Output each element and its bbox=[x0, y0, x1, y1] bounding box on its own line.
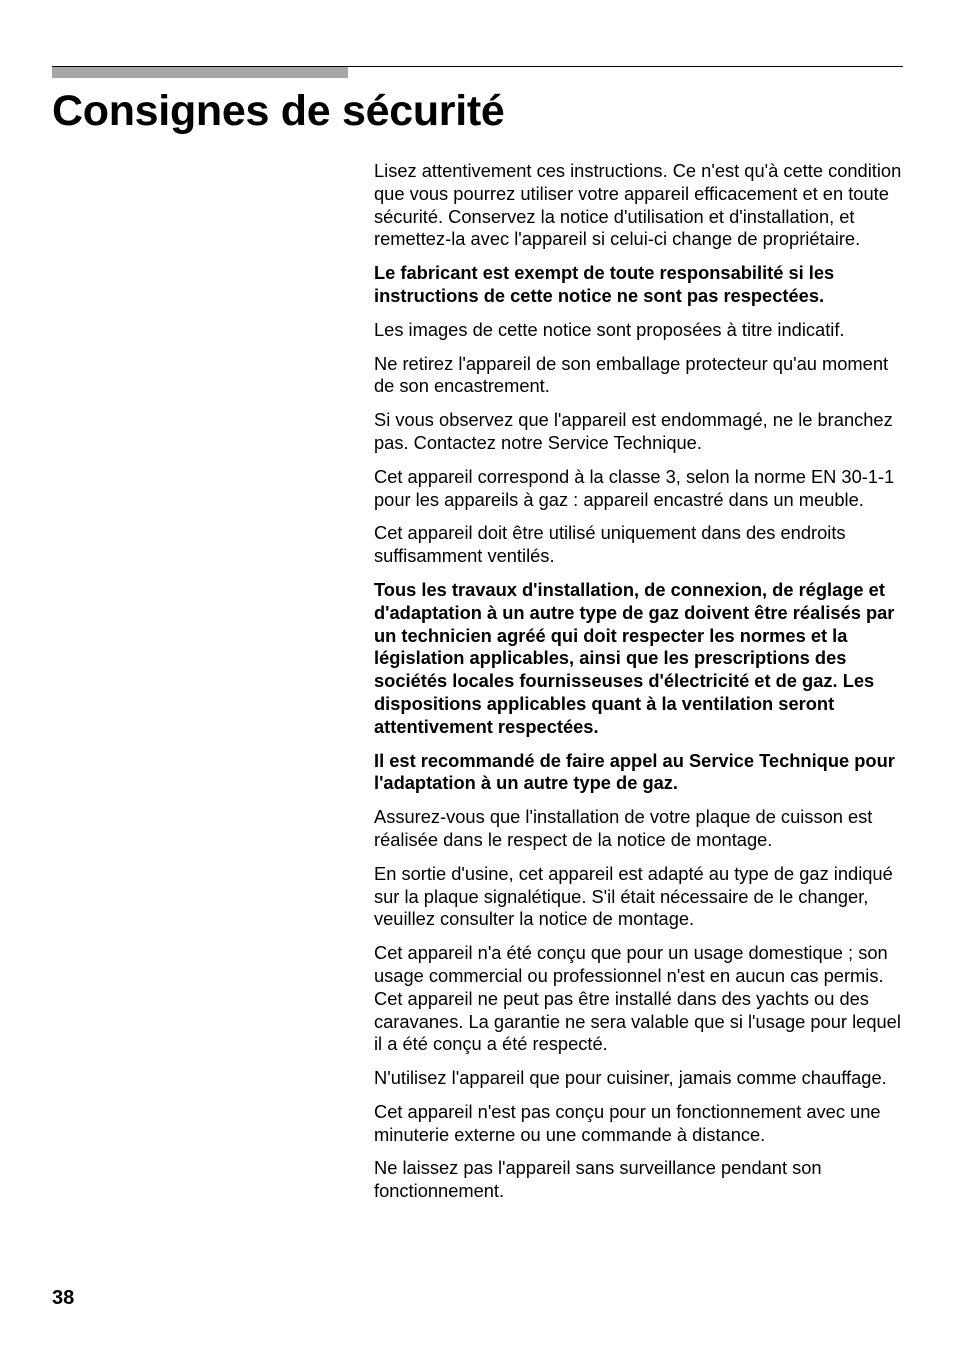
page-title: Consignes de sécurité bbox=[52, 87, 505, 135]
paragraph-damage: Si vous observez que l'appareil est endommagé, ne le branchez pas. Contactez notre Service Technique. bbox=[374, 409, 893, 453]
paragraph-installation-notice: Assurez-vous que l'installation de votre plaque de cuisson est réalisée dans le respect de la notice de montage. bbox=[374, 806, 873, 850]
paragraph-supervision: Ne laissez pas l'appareil sans surveillance pendant son fonctionnement. bbox=[374, 1157, 822, 1202]
safety-instructions-column bbox=[374, 160, 905, 1214]
paragraph-domestic-use: Cet appareil n'a été conçu que pour un usage domestique ; son usage commercial ou professionnel n'est en aucun cas permis. Cet appareil ne peut pas être installé dans des yachts ou des caravanes. La garantie ne sera valable que si l'usage pour lequel il a été conçu a été respecté. bbox=[374, 942, 901, 1055]
paragraph-cooking-only: N'utilisez l'appareil que pour cuisiner, jamais comme chauffage. bbox=[374, 1067, 887, 1089]
paragraph-ventilation: Cet appareil doit être utilisé uniquement dans des endroits suffisamment ventilés. bbox=[374, 522, 846, 567]
paragraph-liability-warning: Le fabricant est exempt de toute responsabilité si les instructions de cette notice ne sont pas respectées. bbox=[374, 262, 835, 306]
paragraph-images-indicative: Les images de cette notice sont proposées à titre indicatif. bbox=[374, 318, 845, 340]
paragraph-packaging: Ne retirez l'appareil de son emballage protecteur qu'au moment de son encastrement. bbox=[374, 352, 889, 397]
paragraph-gas-type: En sortie d'usine, cet appareil est adapté au type de gaz indiqué sur la plaque signalétique. S'il était nécessaire de le changer, veuillez consulter la notice de montage. bbox=[374, 862, 893, 930]
page-number: 38 bbox=[52, 1287, 75, 1309]
paragraph-service-recommendation: Il est recommandé de faire appel au Service Technique pour l'adaptation à un autre type de gaz. bbox=[374, 749, 895, 794]
header-rule-bar bbox=[52, 67, 348, 78]
paragraph-no-timer: Cet appareil n'est pas conçu pour un fonctionnement avec une minuterie externe ou une commande à distance. bbox=[374, 1100, 881, 1145]
paragraph-installation-technician: Tous les travaux d'installation, de connexion, de réglage et d'adaptation à un autre type de gaz doivent être réalisés par un technicien agréé qui doit respecter les normes et la législation applicables, ainsi que les prescriptions des sociétés locales fournisseuses d'électricité et de gaz. Les dispositions applicables quant à la ventilation seront attentivement respectées. bbox=[374, 578, 895, 737]
paragraph-class: Cet appareil correspond à la classe 3, selon la norme EN 30-1-1 pour les appareils à gaz : appareil encastré dans un meuble. bbox=[374, 465, 895, 510]
paragraph-intro: Lisez attentivement ces instructions. Ce n'est qu'à cette condition que vous pourrez utiliser votre appareil efficacement et en toute sécurité. Conservez la notice d'utilisation et d'installation, et remettez-la avec l'appareil si celui-ci change de propriétaire. bbox=[374, 160, 902, 250]
